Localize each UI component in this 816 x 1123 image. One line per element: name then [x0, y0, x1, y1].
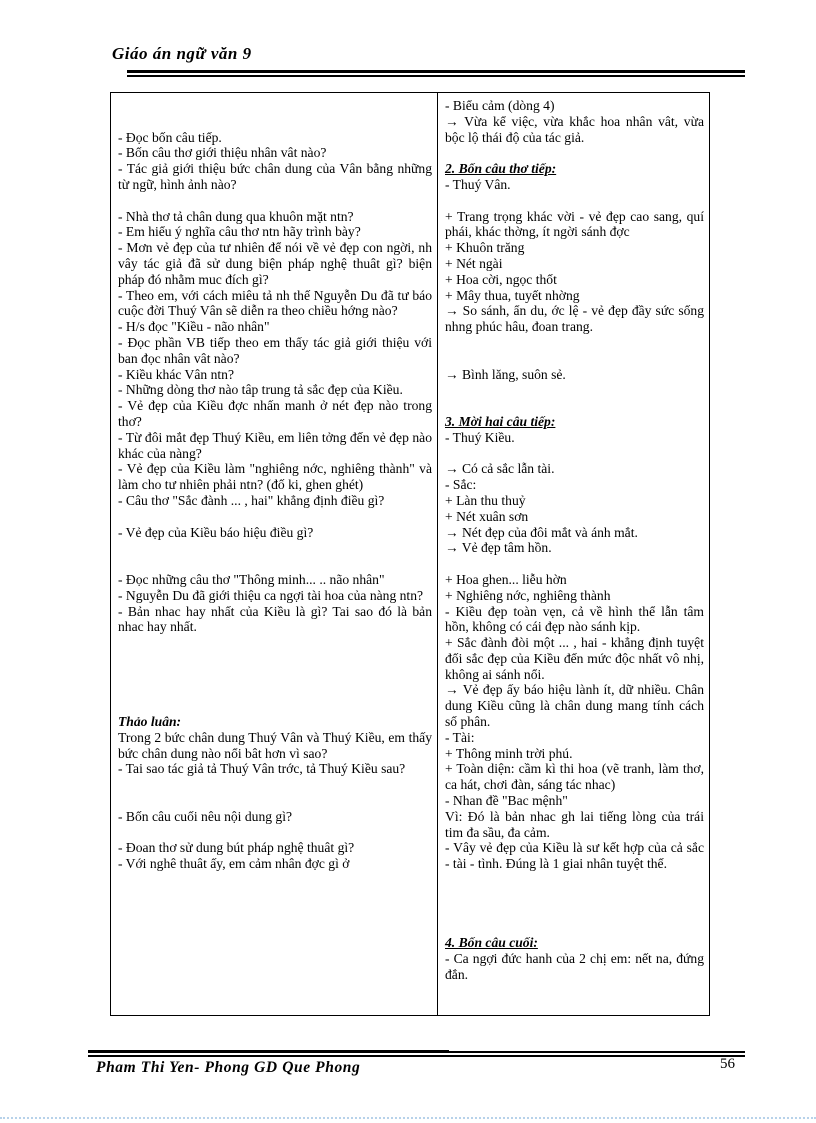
blank-space	[445, 872, 704, 935]
paragraph: + Thông minh trời phú.	[445, 745, 573, 761]
paragraph: + Làn thu thuỷ	[445, 492, 526, 508]
paragraph: + Nét xuân sơn	[445, 508, 529, 524]
paragraph: - Thuý Vân.	[445, 176, 511, 192]
blank-space	[445, 382, 704, 414]
blank-space	[118, 825, 432, 841]
paragraph: + Hoa ghen... liễu hờn	[445, 571, 567, 587]
blank-space	[118, 98, 432, 130]
paragraph: → So sánh, ẩn du, ớc lệ - vẻ đẹp đầy sức sống nhng phúc hâu, đoan trang.	[445, 303, 704, 335]
footer-rule-bottom-line	[88, 1055, 745, 1057]
paragraph: - Câu thơ "Sắc đành ... , hai" khẳng định điều gì?	[118, 492, 385, 508]
paragraph: - Mơn vẻ đẹp của tư nhiên để nói về vẻ đẹp con ngời, nh vây tác giả đã sử dung biện pháp nghệ thuât gì? biện pháp đó nhằm muc đích gì?	[118, 240, 432, 287]
paragraph: + Nét ngài	[445, 255, 503, 271]
paragraph: + Hoa cời, ngọc thốt	[445, 271, 557, 287]
paragraph: → Vừa kể việc, vừa khắc hoa nhân vât, vừa bộc lộ thái độ của tác giả.	[445, 113, 704, 145]
paragraph: - Em hiểu ý nghĩa câu thơ ntn hãy trình bày?	[118, 224, 361, 240]
paragraph: - Sắc:	[445, 477, 477, 493]
blank-space	[445, 556, 704, 572]
paragraph: - Nguyễn Du đã giới thiệu ca ngợi tài hoa của nàng ntn?	[118, 587, 424, 603]
paragraph: - Thuý Kiều.	[445, 429, 515, 445]
paragraph: - Nhà thơ tả chân dung qua khuôn mặt ntn?	[118, 208, 354, 224]
page-break-dotted-line	[0, 1114, 816, 1119]
paragraph: - Nhan đề "Bac mệnh"	[445, 793, 568, 809]
page-header-title: Giáo án ngữ văn 9	[112, 44, 252, 63]
paragraph: - H/s đọc "Kiều - não nhân"	[118, 319, 270, 335]
paragraph: - Đoan thơ sử dung bút pháp nghệ thuât gì?	[118, 840, 355, 856]
paragraph: + Nghiêng nớc, nghiêng thành	[445, 587, 611, 603]
paragraph: - Tai sao tác giả tả Thuý Vân trớc, tả Thuý Kiều sau?	[118, 761, 406, 777]
paragraph: → Có cả sắc lẫn tài.	[445, 461, 555, 477]
paragraph: - Vây vẻ đẹp của Kiều là sư kết hợp của cả sắc - tài - tình. Đúng là 1 giai nhân tuyệt thế.	[445, 840, 704, 872]
paragraph: - Tài:	[445, 729, 475, 745]
section-heading: 2. Bốn câu thơ tiếp:	[445, 161, 557, 177]
section-heading: 3. Mời hai câu tiếp:	[445, 413, 556, 429]
paragraph: Vì: Đó là bản nhac gh lai tiếng lòng của trái tim đa sầu, đa cảm.	[445, 808, 704, 840]
paragraph: - Đọc phần VB tiếp theo em thấy tác giả giới thiệu với ban đọc nhân vât nào?	[118, 334, 432, 366]
paragraph: + Toàn diện: cầm kì thi hoa (vẽ tranh, làm thơ, ca hát, chơi đàn, sáng tác nhac)	[445, 761, 704, 793]
paragraph: → Nét đẹp của đôi mắt và ánh mắt.	[445, 524, 638, 540]
footer-rule	[88, 1050, 745, 1057]
paragraph: + Sắc đành đòi một ... , hai - khẳng định tuyệt đối sắc đẹp của Kiều đến mức độc nhất vô nhị, không ai sánh nổi.	[445, 635, 704, 682]
blank-space	[445, 145, 704, 161]
lesson-plan-table	[110, 92, 710, 1016]
page-number: 56	[720, 1056, 735, 1072]
paragraph: + Mây thua, tuyết nhờng	[445, 287, 580, 303]
paragraph: - Đọc bốn câu tiếp.	[118, 129, 222, 145]
blank-space	[118, 193, 432, 209]
paragraph: - Bốn câu thơ giới thiệu nhân vât nào?	[118, 145, 327, 161]
paragraph: - Những dòng thơ nào tâp trung tả sắc đẹp của Kiều.	[118, 382, 403, 398]
blank-space	[445, 335, 704, 367]
paragraph: - Ca ngợi đức hanh của 2 chị em: nết na, đứng đắn.	[445, 951, 704, 982]
paragraph: + Trang trọng khác vời - vẻ đẹp cao sang, quí phái, khác thờng, ít ngời sánh đợc	[445, 208, 704, 240]
paragraph: - Biểu cảm (dòng 4)	[445, 98, 555, 113]
section-heading: 4. Bốn câu cuối:	[445, 935, 538, 951]
paragraph: + Khuôn trăng	[445, 240, 525, 256]
blank-space	[118, 540, 432, 572]
blank-space	[445, 193, 704, 209]
discussion-heading: Thảo luân:	[118, 714, 182, 730]
footer-author: Pham Thi Yen- Phong GD Que Phong	[96, 1059, 361, 1076]
paragraph: → Vẻ đẹp tâm hồn.	[445, 540, 552, 556]
blank-space	[118, 635, 432, 714]
paragraph: - Tác giả giới thiệu bức chân dung của Vân bằng những từ ngữ, hình ảnh nào?	[118, 161, 432, 192]
blank-space	[118, 777, 432, 809]
paragraph: Trong 2 bức chân dung Thuý Vân và Thuý Kiều, em thấy bức chân dung nào nổi bât hơn vì sao?	[118, 729, 432, 761]
paragraph: → Vẻ đẹp ấy báo hiệu lành ít, dữ nhiều. Chân dung Kiều cũng là chân dung mang tính cách số phân.	[445, 682, 704, 730]
paragraph: - Kiều khác Vân ntn?	[118, 366, 235, 382]
paragraph: - Vẻ đẹp của Kiều báo hiệu điều gì?	[118, 524, 314, 540]
paragraph: - Kiều đẹp toàn vẹn, cả về hình thể lẫn tâm hồn, không có cái đẹp nào sánh kịp.	[445, 603, 704, 635]
paragraph: - Vẻ đẹp của Kiều đợc nhấn manh ở nét đẹp nào trong thơ?	[118, 398, 432, 429]
paragraph: - Theo em, với cách miêu tả nh thế Nguyễn Du đã tư báo cuộc đời Thuý Vân sẽ diễn ra theo chiều hớng nào?	[118, 287, 432, 319]
blank-space	[118, 509, 432, 525]
questions-column	[111, 93, 438, 1015]
paragraph: - Với nghê thuât ấy, em cảm nhân đợc gì ở	[118, 856, 350, 872]
paragraph: - Vẻ đẹp của Kiều làm "nghiêng nớc, nghiêng thành" và làm cho tư nhiên phải ntn? (đố ki, ghen ghét)	[118, 461, 432, 493]
paragraph: - Từ đôi mắt đẹp Thuý Kiều, em liên tởng đến vẻ đẹp nào khác của nàng?	[118, 429, 432, 461]
paragraph: - Đọc những câu thơ "Thông minh... .. não nhân"	[118, 571, 385, 587]
answers-column	[438, 93, 709, 1015]
footer-rule-thick-segment	[88, 1050, 449, 1053]
paragraph: - Bản nhac hay nhất của Kiều là gì? Tai sao đó là bản nhac hay nhất.	[118, 603, 432, 635]
paragraph: → Bình lăng, suôn sẻ.	[445, 366, 566, 382]
blank-space	[445, 446, 704, 462]
footer-rule-thin-segment	[449, 1051, 745, 1053]
paragraph: - Bốn câu cuối nêu nội dung gì?	[118, 808, 293, 824]
header-rule	[127, 70, 745, 77]
